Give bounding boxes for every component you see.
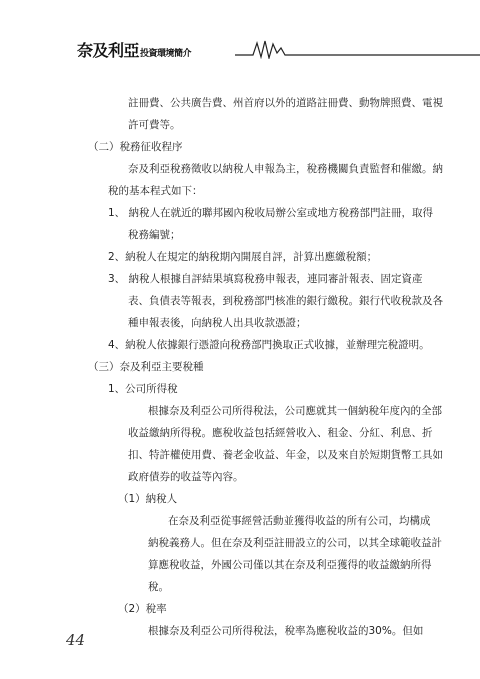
text-line-2: 許可費等。 [128, 119, 181, 131]
text-line-22: 算應稅收益，外國公司僅以其在奈及利亞獲得的收益繳納所得 [148, 559, 432, 571]
section-heading-2: （二）稅務征收程序 [88, 141, 183, 153]
header-country: 奈及利亞 [77, 41, 140, 60]
text-line-23: 稅。 [148, 581, 169, 593]
subheading-corporate-tax: 1、公司所得稅 [108, 383, 178, 395]
text-line-5: 稅的基本程式如下： [108, 185, 203, 197]
section-heading-3: （三）奈及利亞主要稅種 [88, 361, 204, 373]
text-line-20: 在奈及利亞從事經營活動並獲得收益的所有公司，均構成 [168, 515, 431, 527]
text-line-25: 根據奈及利亞公司所得稅法，稅率為應稅收益的30%。但如 [148, 625, 424, 637]
list-item-2: 2、納稅人在規定的納稅期內開展自評，計算出應繳稅額； [108, 251, 378, 263]
text-line-21: 納稅義務人。但在奈及利亞註冊設立的公司，以其全球範收益計 [148, 537, 442, 549]
header-title [77, 38, 191, 61]
text-line-1: 註冊費、公共廣告費、州首府以外的道路註冊費、動物牌照費、電視 [128, 97, 443, 109]
page-number: 44 [66, 631, 86, 649]
text-line-17: 扣、特許權使用費、養老金收益、年金，以及來自於短期貨幣工具如 [128, 449, 443, 461]
list-item-3: 3、 納稅人根據自評結果填寫稅務申報表，連同審計報表、固定資產 [108, 273, 423, 285]
list-item-1: 1、 納稅人在就近的聯邦國內稅收局辦公室或地方稅務部門註冊，取得 [108, 207, 434, 219]
list-item-3-cont-1: 表、負債表等報表，到稅務部門核准的銀行繳稅。銀行代收稅款及各 [128, 295, 443, 307]
heartbeat-line-graphic [235, 39, 480, 59]
text-line-18: 政府債券的收益等內容。 [128, 471, 244, 483]
list-item-1-cont: 稅務編號； [128, 229, 181, 241]
list-item-3-cont-2: 種申報表後，向納稅人出具收款憑證； [128, 317, 307, 329]
header-subtitle: 投資環境簡介 [140, 49, 192, 59]
subheading-tax-rate: （2）稅率 [118, 603, 167, 615]
text-line-16: 收益繳納所得稅。應稅收益包括經營收入、租金、分紅、利息、折 [128, 427, 433, 439]
list-item-4: 4、納稅人依據銀行憑證向稅務部門換取正式收據，並辦理完稅證明。 [108, 339, 430, 351]
subheading-taxpayer: （1）納稅人 [118, 493, 178, 505]
text-line-15: 根據奈及利亞公司所得稅法，公司應就其一個納稅年度內的全部 [148, 405, 442, 417]
text-line-4: 奈及利亞稅務徵收以納稅人申報為主，稅務機關負責監督和催繳。納 [128, 163, 443, 175]
running-header [77, 38, 417, 60]
